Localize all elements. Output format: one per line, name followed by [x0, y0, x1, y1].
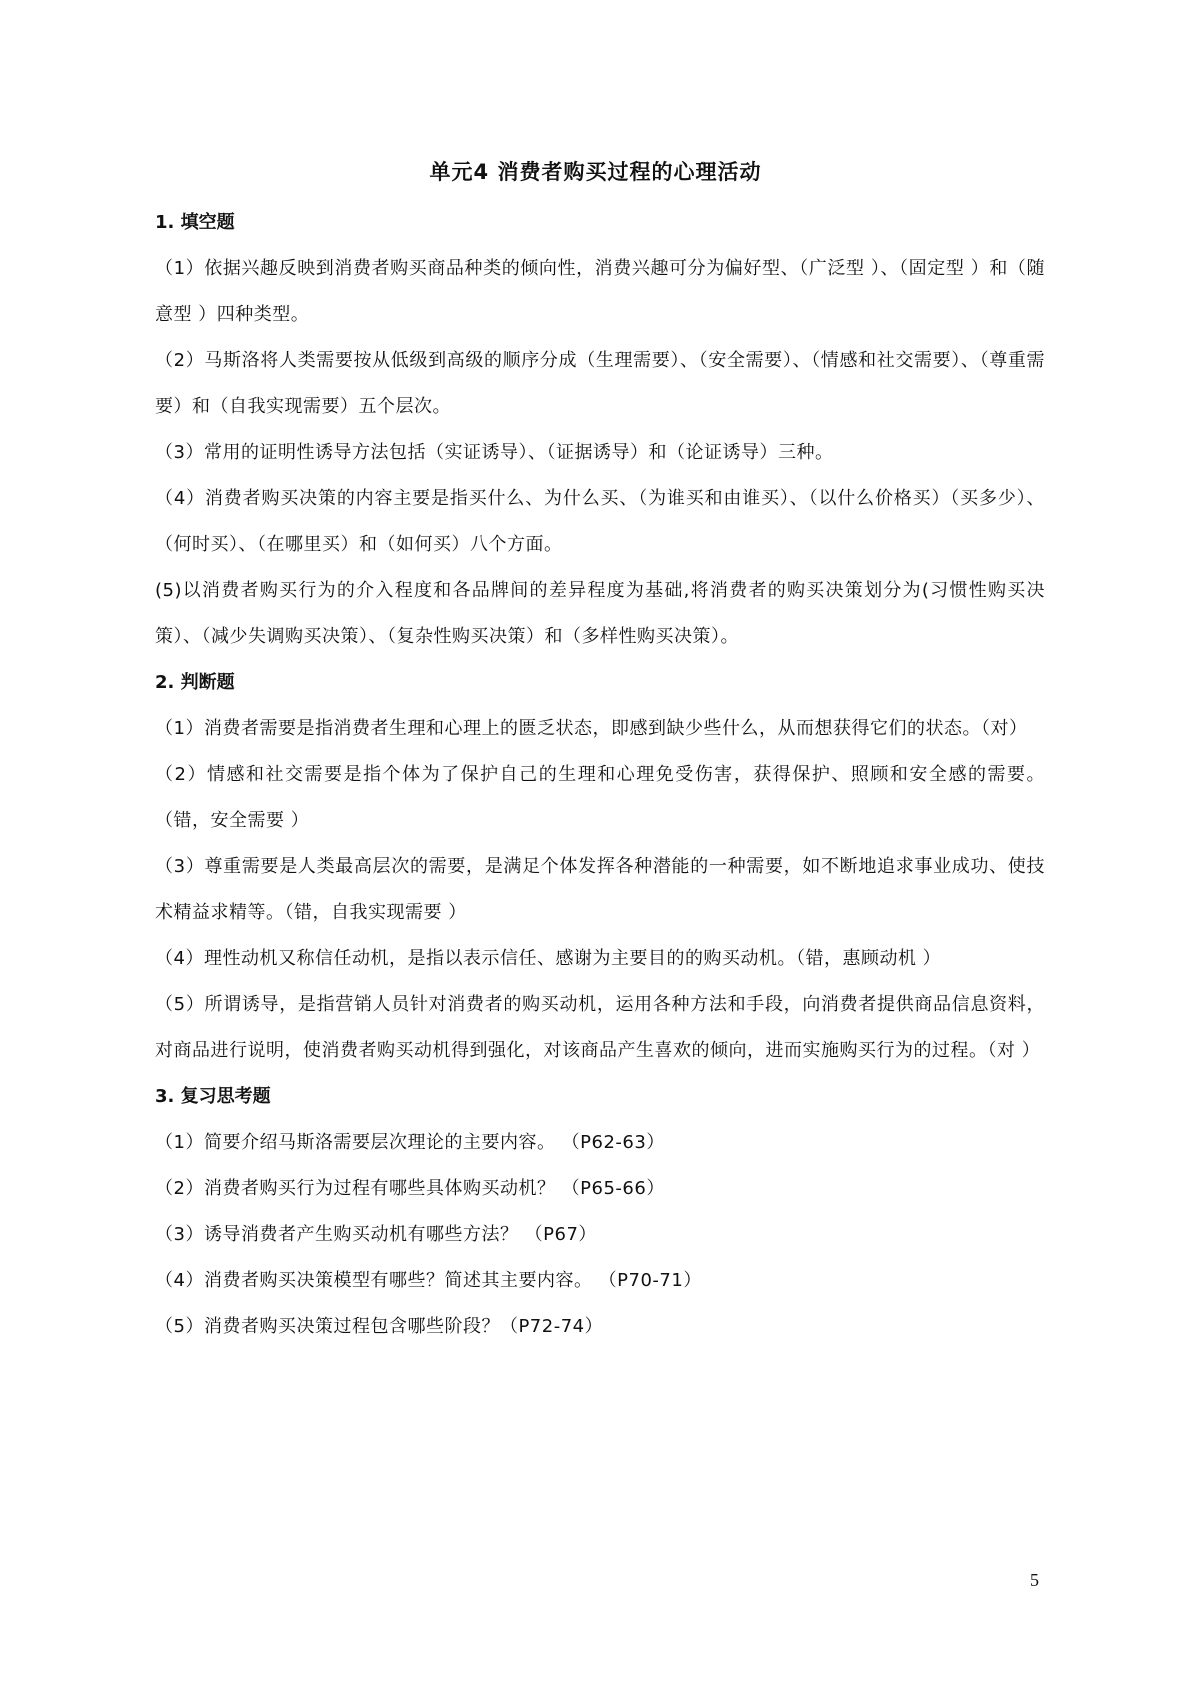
question-item: （1）依据兴趣反映到消费者购买商品种类的倾向性，消费兴趣可分为偏好型、（广泛型 ）、（固定型 ）和（随意型 ）四种类型。	[155, 258, 1045, 325]
question-item: （3）尊重需要是人类最高层次的需要，是满足个体发挥各种潜能的一种需要，如不断地追求事业成功、使技术精益求精等。（错，自我实现需要 ）	[155, 856, 1045, 923]
question-item: （2）消费者购买行为过程有哪些具体购买动机？ （P65-66）	[155, 1178, 665, 1199]
section-heading-true-false: 2. 判断题	[155, 672, 235, 693]
question-item: （4）理性动机又称信任动机，是指以表示信任、感谢为主要目的的购买动机。（错，惠顾动机 ）	[155, 948, 942, 969]
section-heading-review: 3. 复习思考题	[155, 1086, 271, 1107]
question-item: （1）简要介绍马斯洛需要层次理论的主要内容。 （P62-63）	[155, 1132, 665, 1153]
section-heading-fill-in: 1. 填空题	[155, 212, 235, 233]
question-item: (5)以消费者购买行为的介入程度和各品牌间的差异程度为基础,将消费者的购买决策划分为(习惯性购买决策）、（减少失调购买决策）、（复杂性购买决策）和（多样性购买决策）。	[155, 580, 1045, 647]
question-item: （4）消费者购买决策的内容主要是指买什么、为什么买、（为谁买和由谁买）、（以什么价格买）（买多少）、（何时买）、（在哪里买）和（如何买）八个方面。	[155, 488, 1045, 555]
question-item: （5）所谓诱导，是指营销人员针对消费者的购买动机，运用各种方法和手段，向消费者提供商品信息资料，对商品进行说明，使消费者购买动机得到强化，对该商品产生喜欢的倾向，进而实施购买行为的过程。（对 ）	[155, 994, 1045, 1061]
question-item: （1）消费者需要是指消费者生理和心理上的匮乏状态，即感到缺少些什么，从而想获得它们的状态。（对）	[155, 718, 1028, 739]
question-item: （2）马斯洛将人类需要按从低级到高级的顺序分成（生理需要）、（安全需要）、（情感和社交需要）、（尊重需要）和（自我实现需要）五个层次。	[155, 350, 1045, 417]
content-body	[155, 200, 1045, 1350]
question-item: （5）消费者购买决策过程包含哪些阶段？（P72-74）	[155, 1316, 604, 1337]
question-item: （3）诱导消费者产生购买动机有哪些方法？ （P67）	[155, 1224, 597, 1245]
question-item: （3）常用的证明性诱导方法包括（实证诱导）、（证据诱导）和（论证诱导）三种。	[155, 442, 834, 463]
question-item: （4）消费者购买决策模型有哪些？简述其主要内容。 （P70-71）	[155, 1270, 702, 1291]
page-number: 5	[1030, 1570, 1039, 1590]
question-item: （2）情感和社交需要是指个体为了保护自己的生理和心理免受伤害，获得保护、照顾和安全感的需要。（错，安全需要 ）	[155, 764, 1045, 831]
page-title: 单元4 消费者购买过程的心理活动	[429, 160, 762, 184]
